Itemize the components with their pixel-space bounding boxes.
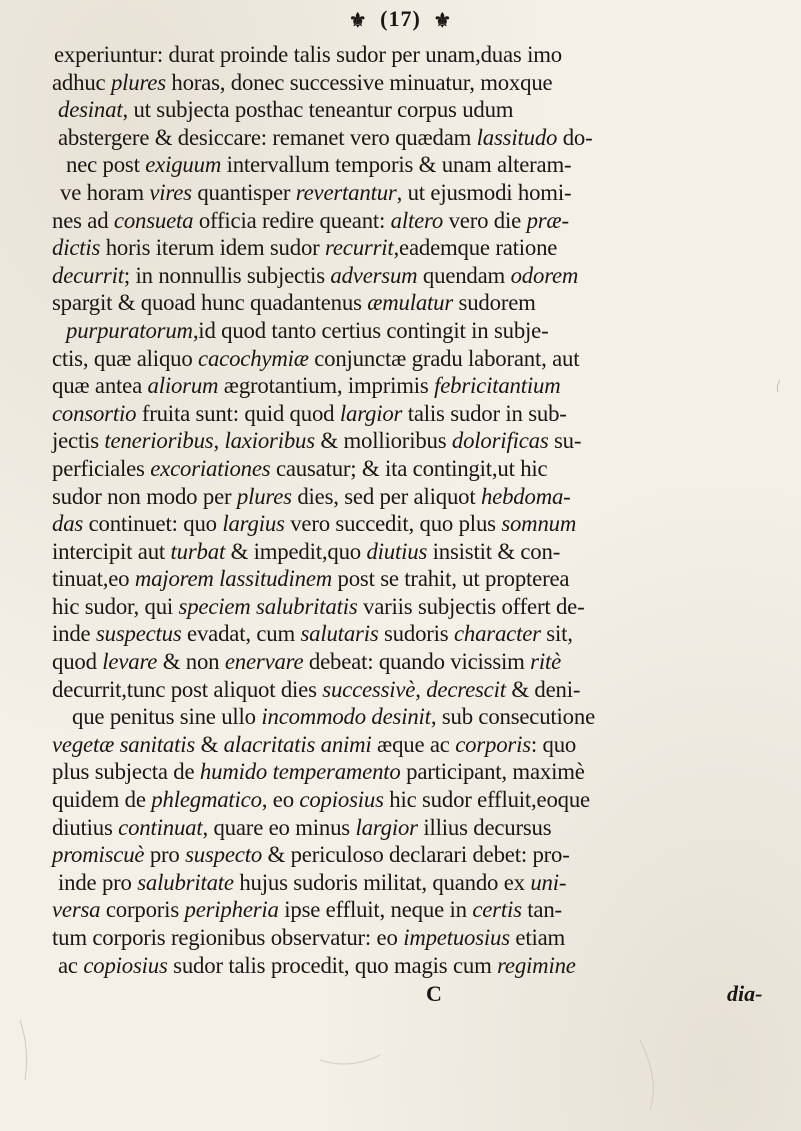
text-segment: intercipit aut: [52, 538, 171, 564]
text-line: [52, 317, 787, 345]
text-line: [52, 620, 787, 648]
text-segment: hic sudor effluit,eoque: [383, 787, 590, 813]
italic-term: versa: [52, 897, 101, 923]
italic-term: odorem: [510, 262, 579, 288]
text-line: [52, 731, 787, 759]
text-segment: fruita sunt: quid quod: [136, 400, 340, 426]
text-segment: adhuc: [52, 69, 111, 95]
italic-term: vegetæ sanitatis: [52, 731, 196, 757]
text-segment: & deni-: [505, 676, 581, 702]
text-segment: abstergere & desiccare: remanet vero quædam: [58, 124, 477, 150]
italic-term: tenerioribus: [104, 428, 214, 454]
fleuron-ornament-left: ⚜: [348, 10, 368, 33]
text-segment: sudor talis procedit, quo magis cum: [167, 952, 498, 978]
text-line: [52, 565, 787, 593]
italic-term: suspecto: [185, 842, 263, 868]
text-segment: spargit & quoad hunc quadantenus: [52, 290, 368, 316]
text-segment: diutius: [52, 814, 119, 840]
text-segment: do-: [557, 124, 593, 150]
text-segment: officia redire queant:: [193, 207, 391, 233]
text-segment: nec post: [66, 152, 146, 178]
text-segment: ægrotantium, imprimis: [218, 373, 435, 399]
italic-term: salutaris: [300, 621, 379, 647]
text-segment: intervallum temporis & unam alteram-: [221, 152, 572, 178]
italic-term: ritè: [530, 649, 562, 675]
text-segment: , sub consecutione: [430, 704, 595, 730]
text-segment: illius decursus: [417, 814, 552, 840]
text-segment: sudoris: [378, 621, 454, 647]
italic-term: desinat: [58, 97, 123, 123]
italic-term: dolorificas: [451, 428, 549, 454]
text-segment: vero succedit, quo plus: [284, 511, 502, 537]
italic-term: phlegmatico: [151, 787, 262, 813]
italic-term: enervare: [224, 649, 304, 675]
text-segment: : quo: [530, 731, 577, 757]
italic-term: promiscuè: [52, 842, 145, 868]
text-segment: sit,: [540, 621, 573, 647]
text-line: [52, 234, 787, 262]
text-segment: ,id quod tanto certius contingit in subje-: [192, 317, 549, 343]
text-segment: plus subjecta de: [52, 759, 200, 785]
italic-term: purpuratorum: [66, 317, 193, 343]
text-line: [52, 483, 787, 511]
text-line: [52, 538, 787, 566]
text-segment: , eo: [261, 787, 300, 813]
italic-term: febricitantium: [434, 373, 561, 399]
text-segment: su-: [548, 428, 582, 454]
text-segment: tinuat,eo: [52, 566, 135, 592]
text-segment: continuet: quo: [83, 511, 223, 537]
text-segment: post se trahit, ut propterea: [332, 566, 570, 592]
text-segment: sudorem: [453, 290, 536, 316]
italic-term: præ-: [526, 207, 569, 233]
text-line: [52, 786, 787, 814]
text-segment: insistit & con-: [427, 538, 561, 564]
text-segment: ctis, quæ aliquo: [52, 345, 199, 371]
italic-term: continuat: [118, 814, 203, 840]
text-line: [52, 400, 787, 428]
text-segment: & periculoso declarari debet: pro-: [262, 842, 570, 868]
italic-term: copiosius: [83, 952, 168, 978]
text-segment: experiuntur: durat proinde talis sudor per unam,duas imo: [54, 42, 562, 67]
text-line: [52, 648, 787, 676]
text-segment: pro: [144, 842, 186, 868]
italic-term: successivè: [322, 676, 416, 702]
text-segment: ac: [58, 952, 84, 978]
text-line: [52, 510, 787, 538]
text-line: [52, 952, 787, 980]
italic-term: recurrit: [325, 235, 394, 261]
text-segment: evadat, cum: [181, 621, 301, 647]
italic-term: largior: [355, 814, 418, 840]
italic-term: largius: [222, 511, 285, 537]
italic-term: speciem salubritatis: [178, 593, 358, 619]
text-line: [52, 69, 787, 97]
text-line: [52, 289, 787, 317]
text-segment: ipse effluit, neque in: [278, 897, 473, 923]
text-segment: conjunctæ gradu laborant, aut: [308, 345, 580, 371]
text-segment: & impedit,quo: [225, 538, 367, 564]
text-line: [52, 455, 787, 483]
text-line: [52, 124, 787, 152]
text-segment: quendam: [417, 262, 511, 288]
italic-term: alacritatis animi: [223, 731, 372, 757]
italic-term: largior: [339, 400, 403, 426]
text-line: [52, 924, 787, 952]
text-segment: quæ antea: [52, 373, 148, 399]
text-segment: corporis: [100, 897, 185, 923]
italic-term: peripheria: [184, 897, 279, 923]
text-line: [52, 676, 787, 704]
text-line: [52, 593, 787, 621]
text-segment: dies, sed per aliquot: [291, 483, 481, 509]
text-segment: sudor non modo per: [52, 483, 237, 509]
italic-term: vires: [149, 179, 192, 205]
text-segment: , quare eo minus: [202, 814, 356, 840]
italic-term: incommodo desinit: [261, 704, 431, 730]
text-segment: tan-: [521, 897, 562, 923]
text-segment: , ut subjecta posthac teneantur corpus udum: [122, 97, 514, 123]
text-segment: hic sudor, qui: [52, 593, 179, 619]
text-segment: ; in nonnullis subjectis: [123, 262, 331, 288]
italic-term: uni-: [530, 869, 567, 895]
text-segment: quod: [52, 649, 103, 675]
text-segment: que penitus sine ullo: [72, 704, 262, 730]
text-segment: quidem de: [52, 787, 152, 813]
italic-term: copiosius: [299, 787, 384, 813]
text-line: [52, 869, 787, 897]
fleuron-ornament-right: ⚜: [433, 10, 453, 33]
italic-term: decrescit: [426, 676, 506, 702]
text-line: [52, 151, 787, 179]
text-segment: æque ac: [371, 731, 456, 757]
text-segment: talis sudor in sub-: [402, 400, 567, 426]
text-segment: decurrit,tunc post aliquot dies: [52, 676, 323, 702]
italic-term: diutius: [366, 538, 428, 564]
page-number: (17): [380, 6, 421, 31]
text-line: [52, 345, 787, 373]
italic-term: adversum: [330, 262, 418, 288]
italic-term: levare: [102, 649, 158, 675]
italic-term: revertantur: [295, 179, 397, 205]
italic-term: laxioribus: [224, 428, 315, 454]
text-line: [52, 427, 787, 455]
italic-term: regimine: [497, 952, 576, 978]
text-segment: quantisper: [191, 179, 296, 205]
text-segment: , ut ejusmodi homi-: [396, 179, 572, 205]
text-segment: debeat: quando vicissim: [303, 649, 531, 675]
text-segment: etiam: [509, 925, 566, 950]
text-segment: ve horam: [60, 179, 150, 205]
italic-term: suspectus: [95, 621, 182, 647]
italic-term: aliorum: [147, 373, 219, 399]
page-header: [0, 6, 801, 33]
italic-term: lassitudo: [476, 124, 558, 150]
text-segment: &: [195, 731, 224, 757]
text-line: [52, 207, 787, 235]
italic-term: impetuosius: [403, 925, 510, 950]
text-segment: inde pro: [58, 869, 138, 895]
italic-term: corporis: [455, 731, 531, 757]
text-line: [52, 814, 787, 842]
italic-term: somnum: [501, 511, 577, 537]
text-segment: tum corporis regionibus observatur: eo: [52, 925, 404, 950]
text-line: [52, 262, 787, 290]
body-text: [52, 41, 787, 979]
text-segment: jectis: [52, 428, 105, 454]
italic-term: dictis: [52, 235, 101, 261]
italic-term: consueta: [113, 207, 194, 233]
text-segment: inde: [52, 621, 96, 647]
text-segment: perficiales: [52, 455, 151, 481]
italic-term: excoriationes: [150, 455, 271, 481]
signature-mark: C: [426, 981, 442, 1007]
text-line: [52, 179, 787, 207]
italic-term: character: [453, 621, 541, 647]
text-segment: & mollioribus: [314, 428, 452, 454]
italic-term: decurrit: [52, 262, 124, 288]
text-line: [52, 96, 787, 124]
text-line: [52, 758, 787, 786]
text-segment: horas, donec successive minuatur, moxque: [165, 69, 553, 95]
italic-term: exiguum: [145, 152, 222, 178]
italic-term: hebdoma-: [480, 483, 571, 509]
text-line: [52, 841, 787, 869]
italic-term: plures: [110, 69, 166, 95]
italic-term: æmulatur: [367, 290, 454, 316]
italic-term: consortio: [52, 400, 137, 426]
text-segment: causatur; & ita contingit,ut hic: [270, 455, 548, 481]
text-segment: horis iterum idem sudor: [100, 235, 326, 261]
italic-term: salubritate: [137, 869, 234, 895]
text-line: [52, 372, 787, 400]
italic-term: certis: [472, 897, 522, 923]
italic-term: das: [52, 511, 84, 537]
italic-term: cacochymiæ: [198, 345, 309, 371]
text-segment: & non: [157, 649, 225, 675]
italic-term: majorem lassitudinem: [134, 566, 332, 592]
italic-term: altero: [390, 207, 444, 233]
italic-term: plures: [236, 483, 292, 509]
text-segment: vero die: [443, 207, 527, 233]
text-segment: participant, maximè: [400, 759, 585, 785]
text-segment: ,: [213, 428, 225, 454]
text-segment: ,: [415, 676, 427, 702]
text-line: [52, 896, 787, 924]
text-segment: hujus sudoris militat, quando ex: [233, 869, 531, 895]
italic-term: humido temperamento: [199, 759, 401, 785]
italic-term: turbat: [170, 538, 226, 564]
text-line: [52, 41, 787, 69]
text-segment: variis subjectis offert de-: [357, 593, 585, 619]
text-line: [52, 703, 787, 731]
text-segment: ,eademque ratione: [393, 235, 558, 261]
text-segment: nes ad: [52, 207, 114, 233]
catchword: dia-: [727, 981, 763, 1007]
